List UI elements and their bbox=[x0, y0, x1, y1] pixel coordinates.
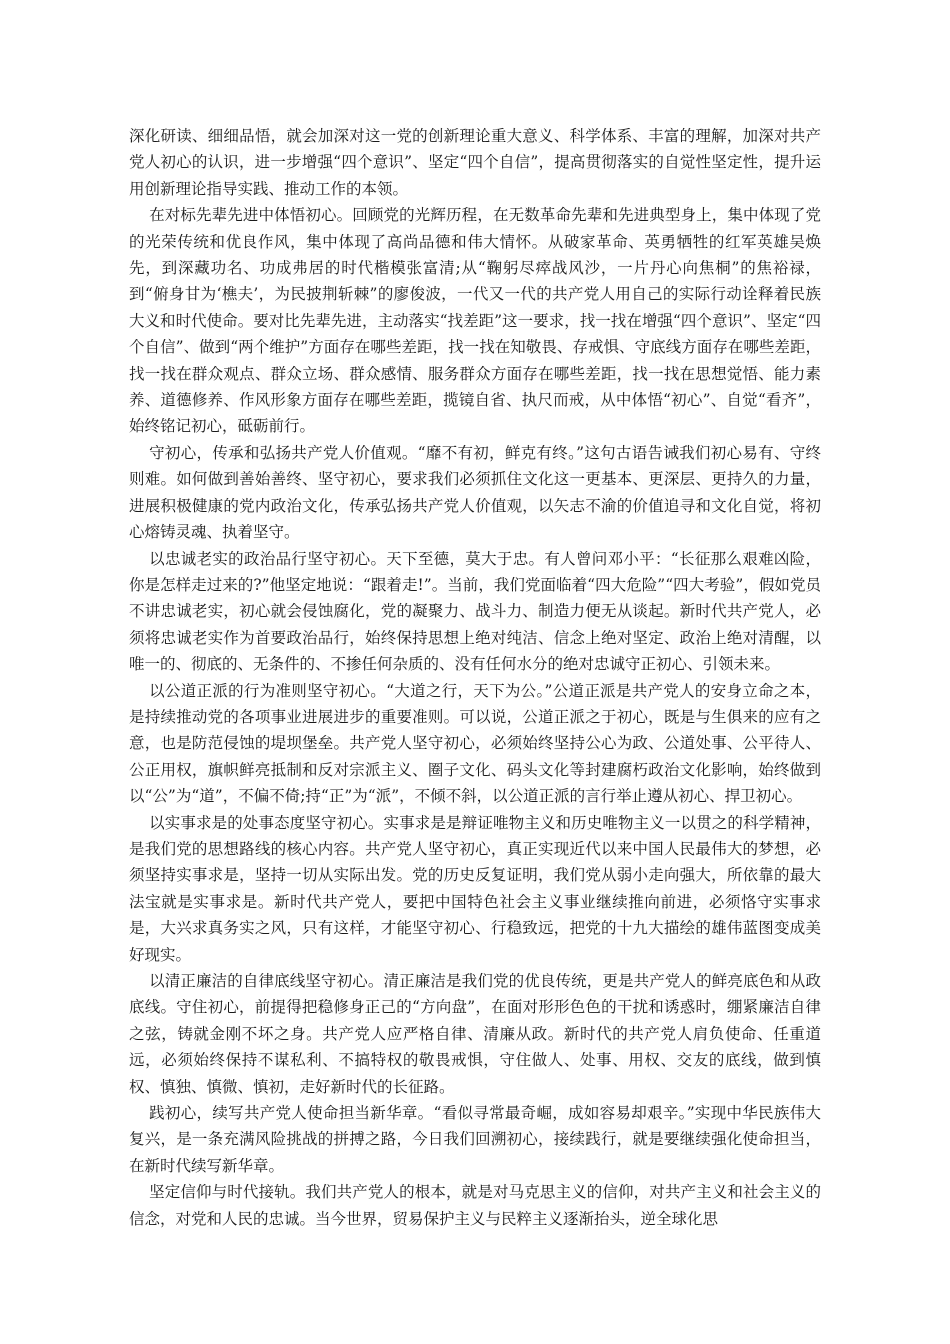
paragraph-continuation: 深化研读、细细品悟，就会加深对这一党的创新理论重大意义、科学体系、丰富的理解，加深对共产党人初心的认识，进一步增强“四个意识”、坚定“四个自信”，提高贯彻落实的自觉性坚定性，提升运用创新理论指导实践、推动工作的本领。 bbox=[129, 127, 821, 198]
paragraph: 践初心，续写共产党人使命担当新华章。“看似寻常最奇崛，成如容易却艰辛。”实现中华民族伟大复兴，是一条充满风险挑战的拼搏之路，今日我们回溯初心，接续践行，就是要继续强化使命担当，在新时代续写新华章。 bbox=[129, 1104, 821, 1175]
paragraph: 守初心，传承和弘扬共产党人价值观。“靡不有初，鲜克有终。”这句古语告诫我们初心易有、守终则难。如何做到善始善终、坚守初心，要求我们必须抓住文化这一更基本、更深层、更持久的力量，进展积极健康的党内政治文化，传承弘扬共产党人价值观，以矢志不渝的价值追寻和文化自觉，将初心熔铸灵魂、执着坚守。 bbox=[129, 443, 821, 542]
paragraph: 坚定信仰与时代接轨。我们共产党人的根本，就是对马克思主义的信仰，对共产主义和社会主义的信念，对党和人民的忠诚。当今世界，贸易保护主义与民粹主义逐渐抬头，逆全球化思 bbox=[129, 1183, 821, 1228]
paragraph: 以公道正派的行为准则坚守初心。“大道之行，天下为公。”公道正派是共产党人的安身立命之本，是持续推动党的各项事业进展进步的重要准则。可以说，公道正派之于初心，既是与生俱来的应有之意，也是防范侵蚀的堤坝堡垒。共产党人坚守初心，必须始终坚持公心为政、公道处事、公平待人、公正用权，旗帜鲜亮抵制和反对宗派主义、圈子文化、码头文化等封建腐朽政治文化影响，始终做到以“公”为“道”，不偏不倚;持“正”为“派”，不倾不斜，以公道正派的言行举止遵从初心、捍卫初心。 bbox=[129, 681, 821, 806]
paragraph: 以忠诚老实的政治品行坚守初心。天下至德，莫大于忠。有人曾问邓小平：“长征那么艰难凶险，你是怎样走过来的?”他坚定地说：“跟着走!”。当前，我们党面临着“四大危险”“四大考验”，假如党员不讲忠诚老实，初心就会侵蚀腐化，党的凝聚力、战斗力、制造力便无从谈起。新时代共产党人，必须将忠诚老实作为首要政治品行，始终保持思想上绝对纯洁、信念上绝对坚定、政治上绝对清醒，以唯一的、彻底的、无条件的、不掺任何杂质的、没有任何水分的绝对忠诚守正初心、引领未来。 bbox=[129, 549, 821, 674]
paragraph: 以清正廉洁的自律底线坚守初心。清正廉洁是我们党的优良传统，更是共产党人的鲜亮底色和从政底线。守住初心，前提得把稳修身正己的“方向盘”，在面对形形色色的干扰和诱惑时，绷紧廉洁自律之弦，铸就金刚不坏之身。共产党人应严格自律、清廉从政。新时代的共产党人肩负使命、任重道远，必须始终保持不谋私利、不搞特权的敬畏戒惧，守住做人、处事、用权、交友的底线，做到慎权、慎独、慎微、慎初，走好新时代的长征路。 bbox=[129, 972, 821, 1096]
paragraph: 在对标先辈先进中体悟初心。回顾党的光辉历程，在无数革命先辈和先进典型身上，集中体现了党的光荣传统和优良作风，集中体现了高尚品德和伟大情怀。从破家革命、英勇牺牲的红军英雄吴焕先，到深藏功名、功成弗居的时代楷模张富清;从“鞠躬尽瘁战风沙，一片丹心向焦桐”的焦裕禄，到“俯身甘为‘樵夫’，为民披荆斩棘”的廖俊波，一代又一代的共产党人用自己的实际行动诠释着民族大义和时代使命。要对比先辈先进，主动落实“找差距”这一要求，找一找在增强“四个意识”、坚定“四个自信”、做到“两个维护”方面存在哪些差距，找一找在知敬畏、存戒惧、守底线方面存在哪些差距，找一找在群众观点、群众立场、群众感情、服务群众方面存在哪些差距，找一找在思想觉悟、能力素养、道德修养、作风形象方面存在哪些差距，揽镜自省、执尺而戒，从中体悟“初心”、自觉“看齐”，始终铭记初心，砥砺前行。 bbox=[129, 206, 821, 436]
document-body bbox=[129, 123, 821, 1232]
paragraph: 以实事求是的处事态度坚守初心。实事求是是辩证唯物主义和历史唯物主义一以贯之的科学精神，是我们党的思想路线的核心内容。共产党人坚守初心，真正实现近代以来中国人民最伟大的梦想，必须坚持实事求是，坚持一切从实际出发。党的历史反复证明，我们党从弱小走向强大，所依靠的最大法宝就是实事求是。新时代共产党人，要把中国特色社会主义事业继续推向前进，必须恪守实事求是，大兴求真务实之风，只有这样，才能坚守初心、行稳致远，把党的十九大描绘的雄伟蓝图变成美好现实。 bbox=[129, 813, 821, 964]
